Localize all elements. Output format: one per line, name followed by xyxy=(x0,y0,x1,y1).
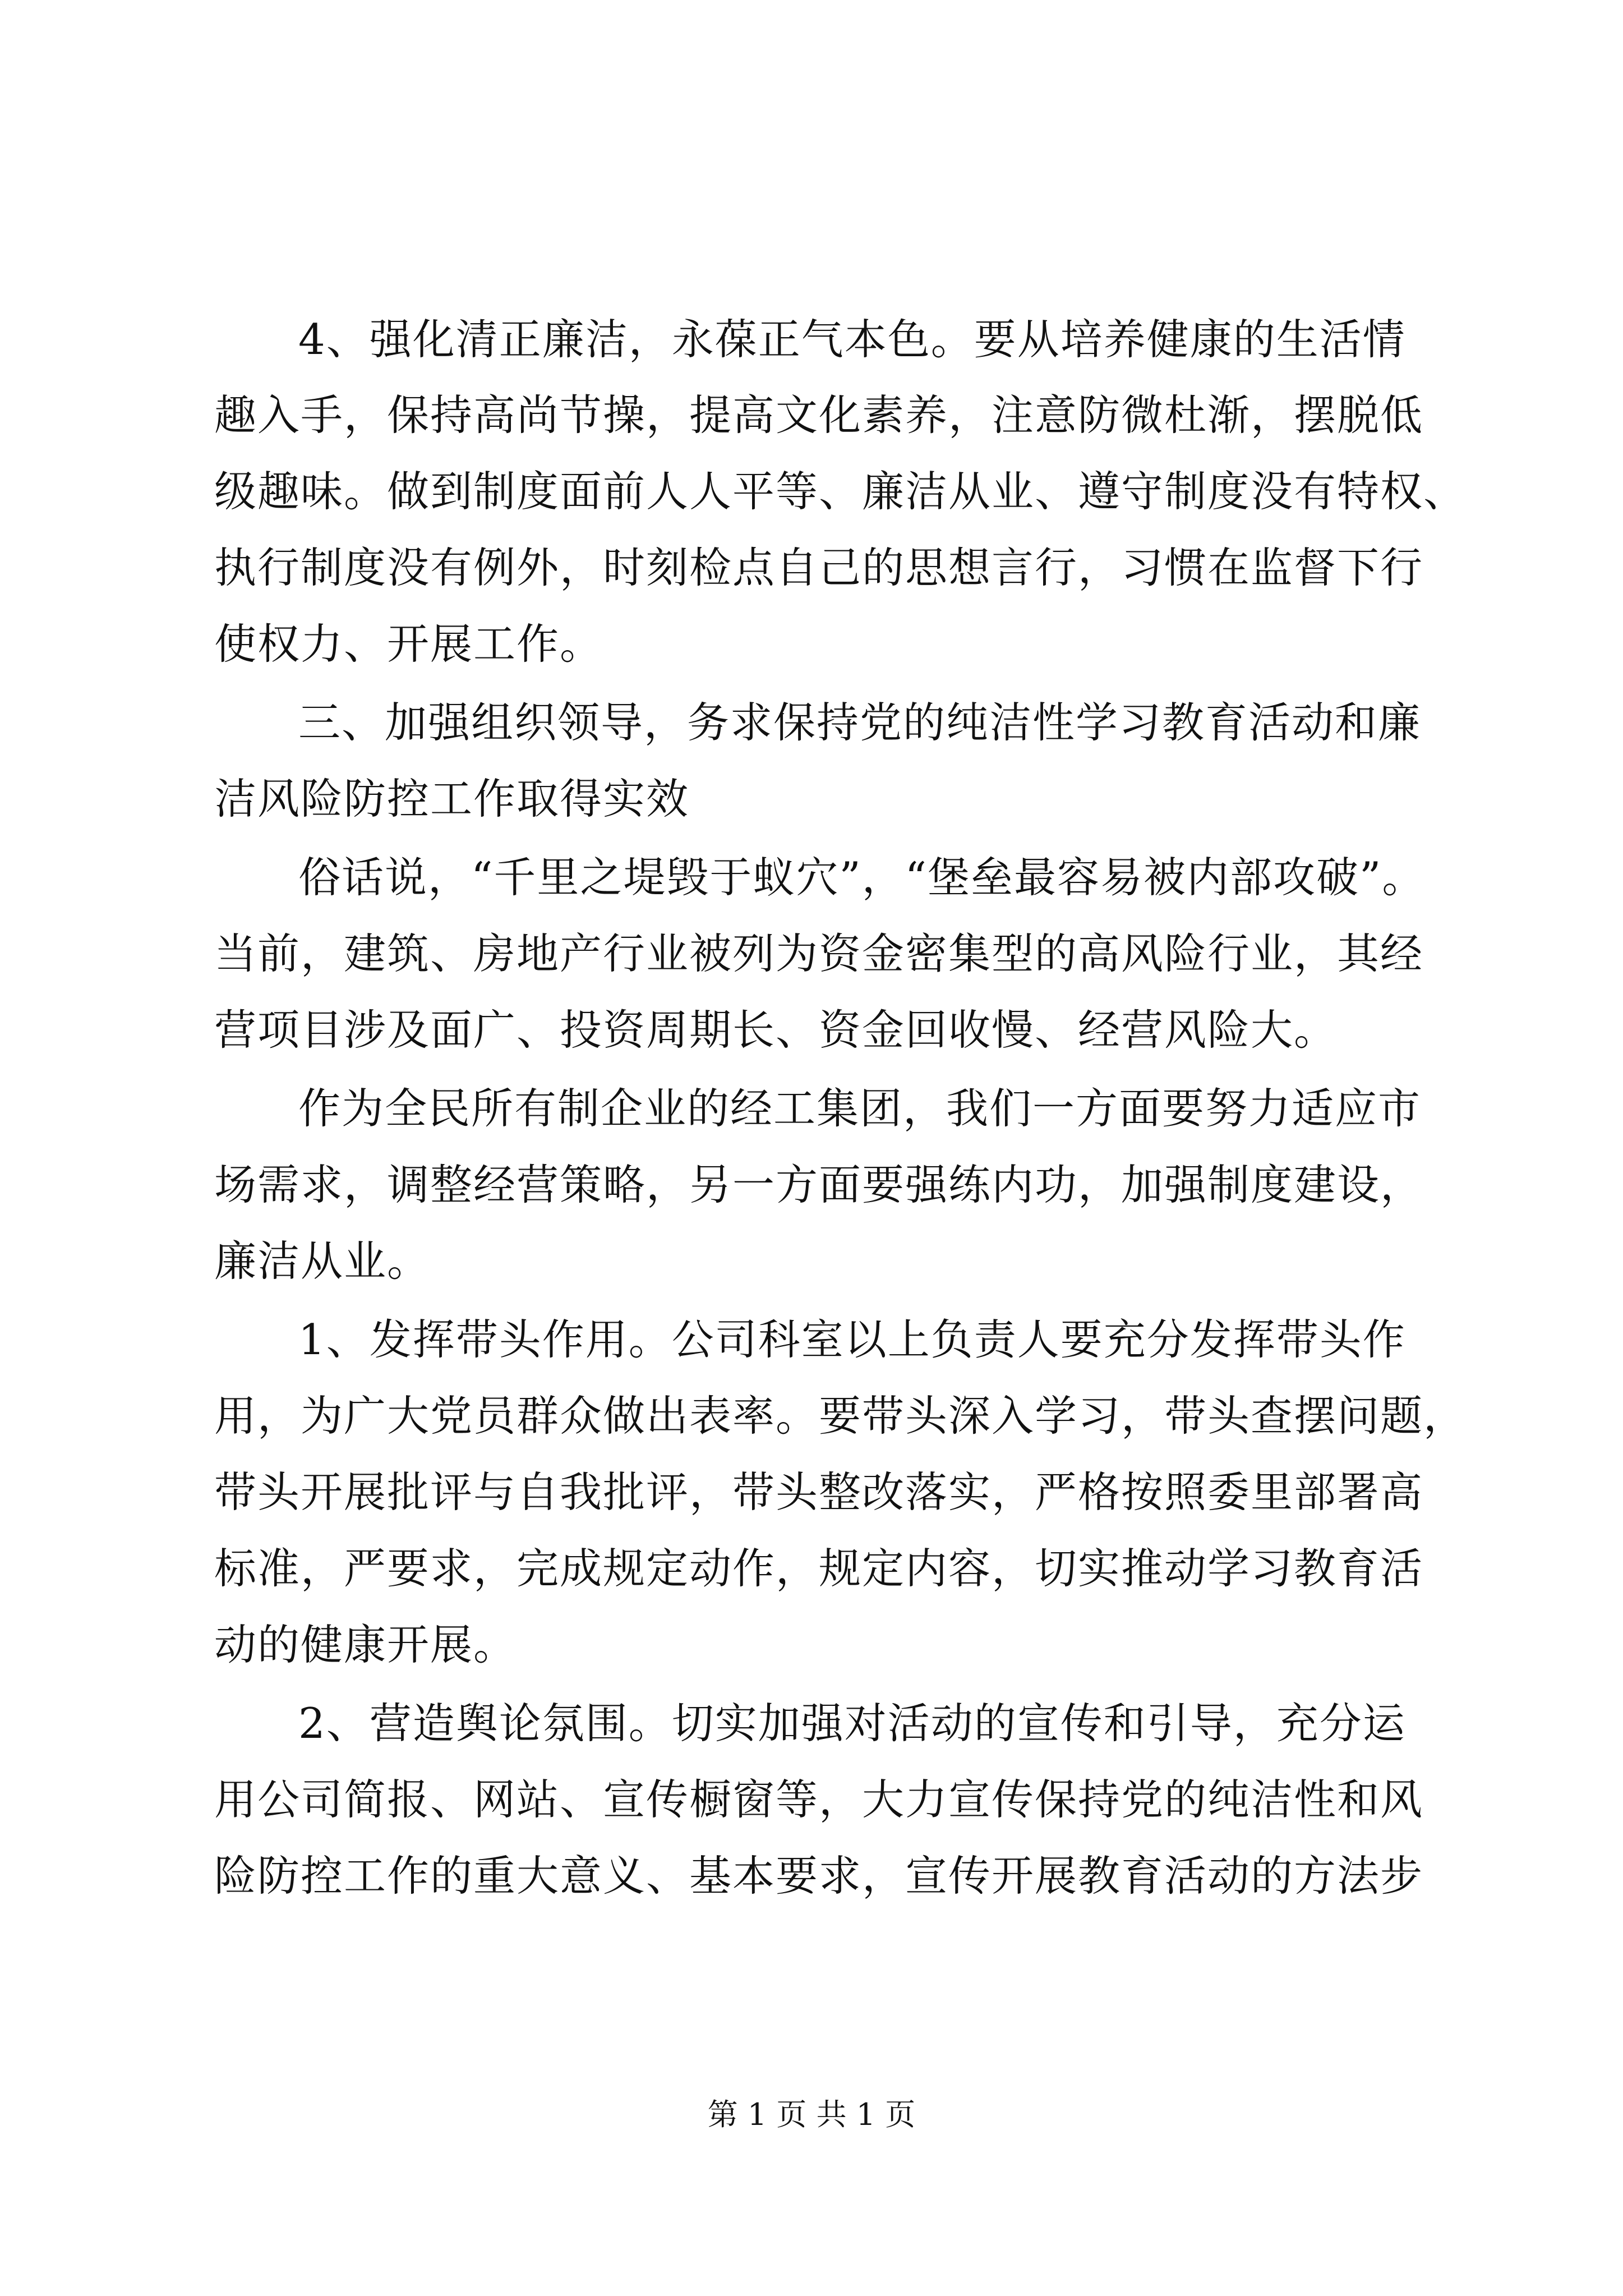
text-line: 使权力、开展工作。 xyxy=(214,619,603,669)
text-line: 2、营造舆论氛围。切实加强对活动的宣传和引导，充分运 xyxy=(298,1699,1406,1748)
text-line: 带头开展批评与自我批评，带头整改落实，严格按照委里部署高 xyxy=(214,1467,1424,1517)
section-heading-line: 三、加强组织领导，务求保持党的纯洁性学习教育活动和廉 xyxy=(298,698,1422,747)
text-line: 场需求，调整经营策略，另一方面要强练内功，加强制度建设， xyxy=(214,1160,1424,1209)
text-line: 用，为广大党员群众做出表率。要带头深入学习，带头查摆问题， xyxy=(214,1391,1467,1441)
text-line: 动的健康开展。 xyxy=(214,1620,517,1669)
text-line: 俗话说，“千里之堤毁于蚁穴”，“堡垒最容易被内部攻破”。 xyxy=(298,853,1426,902)
text-line: 用公司简报、网站、宣传橱窗等，大力宣传保持党的纯洁性和风 xyxy=(214,1775,1424,1824)
text-line: 作为全民所有制企业的经工集团，我们一方面要努力适应市 xyxy=(298,1084,1422,1133)
text-line: 级趣味。做到制度面前人人平等、廉洁从业、遵守制度没有特权、 xyxy=(214,467,1467,516)
section-heading-line: 洁风险防控工作取得实效 xyxy=(214,774,690,823)
text-line: 1、发挥带头作用。公司科室以上负责人要充分发挥带头作 xyxy=(298,1315,1406,1364)
text-line: 趣入手，保持高尚节操，提高文化素养，注意防微杜渐，摆脱低 xyxy=(214,390,1424,440)
text-line: 4、强化清正廉洁，永葆正气本色。要从培养健康的生活情 xyxy=(298,315,1406,364)
text-line: 标准，严要求，完成规定动作，规定内容，切实推动学习教育活 xyxy=(214,1544,1424,1593)
text-line: 廉洁从业。 xyxy=(214,1236,431,1286)
text-line: 营项目涉及面广、投资周期长、资金回收慢、经营风险大。 xyxy=(214,1005,1338,1055)
text-line: 执行制度没有例外，时刻检点自己的思想言行，习惯在监督下行 xyxy=(214,543,1424,592)
page-number-footer: 第 1 页 共 1 页 xyxy=(707,2097,916,2132)
text-line: 险防控工作的重大意义、基本要求，宣传开展教育活动的方法步 xyxy=(214,1851,1424,1901)
text-line: 当前，建筑、房地产行业被列为资金密集型的高风险行业，其经 xyxy=(214,929,1424,978)
